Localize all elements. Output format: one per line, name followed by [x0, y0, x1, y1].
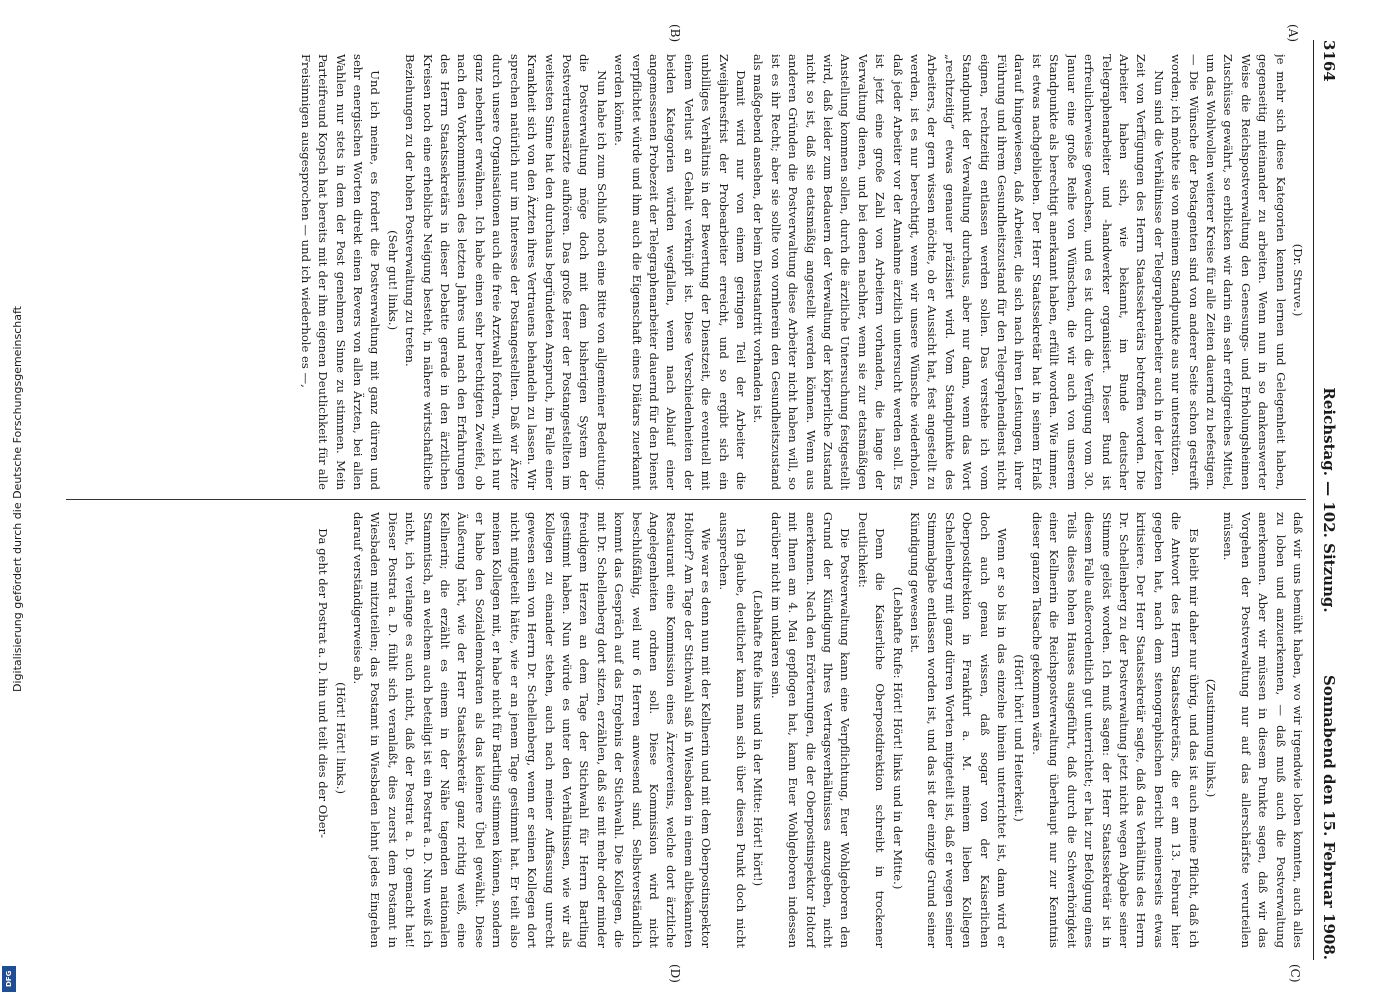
interjection: (Hört! hört! und Heiterkeit.) [1012, 654, 1027, 822]
page-header [1313, 40, 1342, 960]
dfg-logo: DFG [2, 966, 16, 992]
paragraph: Wie war es denn nun mit der Kellnerin und mit dem Oberpostinspektor Holtorf? Am Tage der Stichwahl saß in Wiesbaden in einem altbekannten Restaurant eine Kommission eines Ärztevereins, welche dort ärztliche Angelegenheiten ordnen soll. Diese Kommission wird nicht beschlußfähig, weil nur 6 Herren anwesend sind. Selbstverständlich kommt das Gespräch auf das Ergebnis der Stichwahl. Die Kollegen, die mit Dr. Schellenberg dort sitzen, erzählen, daß sie mit mehr oder minder freudigem Herzen an dem Tage der Stichwahl für Herrn Bartling gestimmt haben. Nun würde es unter den Verhältnissen, wie wir als Kollegen zu einander stehen, auch nach meiner Auffassung unrecht gewesen sein von Herrn Dr. Schellenberg, wenn er seinen Kollegen dort nicht mitgeteilt hätte, wie er an jenem Tage gestimmt hat. Er teilt also meinen Kollegen mit, er habe nicht für Bartling stimmen können, sondern er habe den Sozialdemokraten als das kleinere Übel gewählt. Diese Äußerung hört, wie der Herr Staatssekretär ganz richtig weiß, eine Kellnerin; die erzählt es einem in der Nähe tagenden nationalen Stammtisch, an welchem auch beteiligt ist ein Postrat a. D. Nun weiß ich nicht, ich verlange es auch nicht, daß der Postrat a. D. gemacht hat! Dieser Postrat a. D. fühlt sich veranlaßt, dies zuerst dem Postamt in Wiesbaden mitzuteilen; das Postamt in Wiesbaden lehnt jedes Eingehen darauf verständigerweise ab. [351, 512, 714, 948]
right-column [56, 512, 1306, 948]
speaker-name: (Dr. Struve.) [1291, 243, 1305, 317]
paragraph: Denn die Kaiserliche Oberpostdirektion schreibt in trockener Deutlichkeit: [855, 512, 888, 948]
interjection: (Zustimmung links.) [1203, 678, 1218, 798]
scanned-page-area [42, 24, 1342, 983]
paragraph: daß wir uns bemüht haben, wo wir irgendwie loben konnten, auch alles zu loben und anzuerkennen, — daß muß auch die Postverwaltung anerkennen. Aber wir müssen in diesem Punkte sagen, daß wir das Vorgehen der Postverwaltung nur auf das allerschärfste verurteilen müssen. [1221, 512, 1305, 948]
paragraph: Und ich meine, es fordert die Postverwaltung mit ganz dürren und sehr energischen Worten direkt einen Revers von allen Ärzten, bei allen Wahlen nur stets in dem der Post genehmen Sinne zu stimmen. Mein Parteifreund Kopsch hat bereits mit der ihm eigenen Deutlichkeit für alle Freisinnigen ausgesprochen — und ich wiederhole es —, [298, 54, 383, 490]
credit-text: Digitalisierung gefördert durch die Deutsche Forschungsgemeinschaft [11, 306, 24, 692]
page-title: Reichstag. — 102. Sitzung. [1320, 387, 1338, 613]
interjection: (Hört! Hört! links.) [333, 682, 348, 795]
paragraph: Es bleibt mir daher nur übrig, und das ist auch meine Pflicht, daß ich die Antwort des Herrn Staatssekretärs, die er am 13. Februar hier gegeben hat, nach dem stenographischen Bericht meinerseits etwas kritisiere. Der Herr Staatssekretär sagte, daß das Verhältnis des Herrn Dr. Schellenberg zu der Postverwaltung jetzt nicht wegen Abgabe seiner Stimme gelöst worden. Ich muß sagen: der Herr Staatssekretär ist in diesem Falle außerordentlich gut unterrichtet; er hat zur Befolgung eines Teils dieses hohen Hauses ausgeführt, daß durch die Schwerhörigkeit einer Kellnerin die Reichspostverwaltung überhaupt nur zur Kenntnis dieser ganzen Tatsache gekommen wäre. [1029, 512, 1201, 948]
paragraph: Ich glaube, deutlicher kann man sich über diesen Punkt doch nicht aussprechen. [716, 512, 748, 948]
quotation: Die Postverwaltung kann eine Verpflichtung, Euer Wohlgeboren den Grund der Kündigung Ihres Vertragsverhältnisses anzugeben, nicht anerkennen. Nach den Erörterungen, die der Oberpostinspektor Holtorf mit Ihnen am 4. Mai gepflogen hat, kann Euer Wohlgeboren indessen darüber nicht im unklaren sein. [768, 512, 853, 948]
interjection: (Sehr gut! links.) [385, 230, 400, 331]
paragraph: Da geht der Postrat a. D. hin und teilt dies der Ober- [316, 528, 331, 839]
session-date: Sonnabend den 15. Februar 1908. [1320, 675, 1338, 960]
paragraph: Nun sind die Verhältnisse der Telegraphenarbeiter auch in der letzten Zeit von Verfügungen des Herrn Staatssekretärs betroffen worden. Die Arbeiter haben sich, wie bekannt, im Bunde deutscher Telegraphenarbeiter und -handwerker organisiert. Dieser Bund ist erfreulicherweise gewachsen, und es ist durch die Verfügung vom 30. Januar eine große Reihe von Wünschen, die wir auch von unserem Standpunkte als berechtigt anerkannt haben, erfüllt worden. Wie immer, ist etwas nachgeblieben. Der Herr Staatssekretär hat in seinem Erlaß darauf hingewiesen, daß Arbeiter, die sich nach ihren Leistungen, ihrer Führung und ihrem Gesundheitszustand für den Telegraphendienst nicht eignen, rechtzeitig entlassen werden sollen. Das verstehe ich vom Standpunkt der Verwaltung durchaus, aber nur dann, wenn das Wort „rechtzeitig“ etwas genauer präzisiert wird. Vom Standpunkte des Arbeiters, der gern wissen möchte, ob er Aussicht hat, fest angestellt zu werden, ist es nur berechtigt, wenn wir unsere Wünsche wiederholen, daß jeder Arbeiter vor der Annahme ärztlich untersucht werden soll. Es ist jetzt eine große Zahl von Arbeitern vorhanden, die lange der Verwaltung dienen, und bei denen nachher, wenn sie zur etatsmäßigen Anstellung kommen sollen, durch die ärztliche Untersuchung festgestellt wird, daß leider zum Bedauern der Verwaltung der körperliche Zustand nicht so ist, daß sie etatsmäßig angestellt werden können. Wenn aus anderen Gründen die Postverwaltung diese Arbeiter nicht haben will, so ist es ihr Recht; aber sie sollte von vornherein den Gesundheitszustand als maßgebend ansehen, der beim Dienstantritt vorhanden ist. [751, 54, 1166, 490]
margin-mark-a: (A) [1286, 24, 1300, 43]
margin-mark-c: (C) [1288, 964, 1302, 983]
paragraph: je mehr sich diese Kategorien kennen lernen und Gelegenheit haben, gegenseitig miteinander zu arbeiten. Wenn nun in so dankenswerter Weise die Reichspostverwaltung den Genesungs- und Erholungsheimen Zuschüsse gewährt, so erblicken wir darin ein sehr erfolgreiches Mittel, um das Wohlwollen weiterer Kreise für alle Zeiten dauernd zu befestigen. — Die Wünsche der Postagenten sind von anderer Seite schon gestreift worden; ich möchte sie von meinem Standpunkte aus nur unterstützen. [1169, 54, 1288, 490]
paragraph: Nun habe ich zum Schluß noch eine Bitte von allgemeiner Bedeutung: die Postverwaltung möge doch mit dem bisherigen System der Postvertrauensärzte aufhören. Das große Heer der Postangestellten im weitesten Sinne hat den durchaus begründeten Anspruch, im Falle einer Krankheit sich von den Ärzten ihres Vertrauens behandeln zu lassen. Wir sprechen natürlich nur im Interesse der Postangestellten. Daß wir Ärzte durch unsere Organisationen auch die freie Arztwahl fordern, will ich nur ganz nebenher erwähnen. Ich habe einen sehr berechtigten Zweifel, ob nach den Vorkommnissen des letzten Jahres und nach den Erfahrungen des Herrn Staatssekretärs in dieser Debatte gerade in den ärztlichen Kreisen noch eine erhebliche Neigung besteht, in nähere wirtschaftliche Beziehungen zu der hohen Postverwaltung zu treten. [403, 54, 609, 490]
interjection: (Lebhafte Rufe links und in der Mitte: Hört! hört!) [751, 590, 766, 887]
rotated-page [42, 24, 1342, 983]
digitization-credit [0, 0, 24, 1000]
page-number: 3164 [1320, 40, 1338, 82]
paragraph: Damit wird nur von einem geringen Teil der Arbeiter die Zweijahresfrist der Probearbeiter erreicht, und so ergibt sich ein unbilliges Verhältnis in der Bewertung der Dienstzeit, die eventuell mit einem Verlust an Gehalt verknüpft ist. Diese Verschiedenheiten der beiden Kategorien würden wegfallen, wenn nach Ablauf einer angemessenen Probezeit der Telegraphenarbeiter dauernd für den Dienst verpflichtet würde und ihm auch die Eigenschaft eines Diätars zuerkannt werden könnte. [612, 54, 748, 490]
margin-mark-b: (B) [668, 24, 682, 43]
left-column [56, 54, 1306, 490]
interjection: (Lebhafte Rufe: Hört! Hört! links und in der Mitte.) [890, 586, 905, 890]
paragraph: Wenn er so bis in das einzelne hinein unterrichtet ist, dann wird er doch auch genau wissen, daß sogar von der Kaiserlichen Oberpostdirektion in Frankfurt a. M. meinem lieben Kollegen Schellenberg mit ganz dürren Worten mitgeteilt ist, daß er wegen seiner Stimmabgabe entlassen worden ist, und das ist der einzige Grund seiner Kündigung gewesen ist. [908, 512, 1010, 948]
column-divider [66, 499, 1306, 500]
margin-mark-d: (D) [668, 964, 682, 983]
